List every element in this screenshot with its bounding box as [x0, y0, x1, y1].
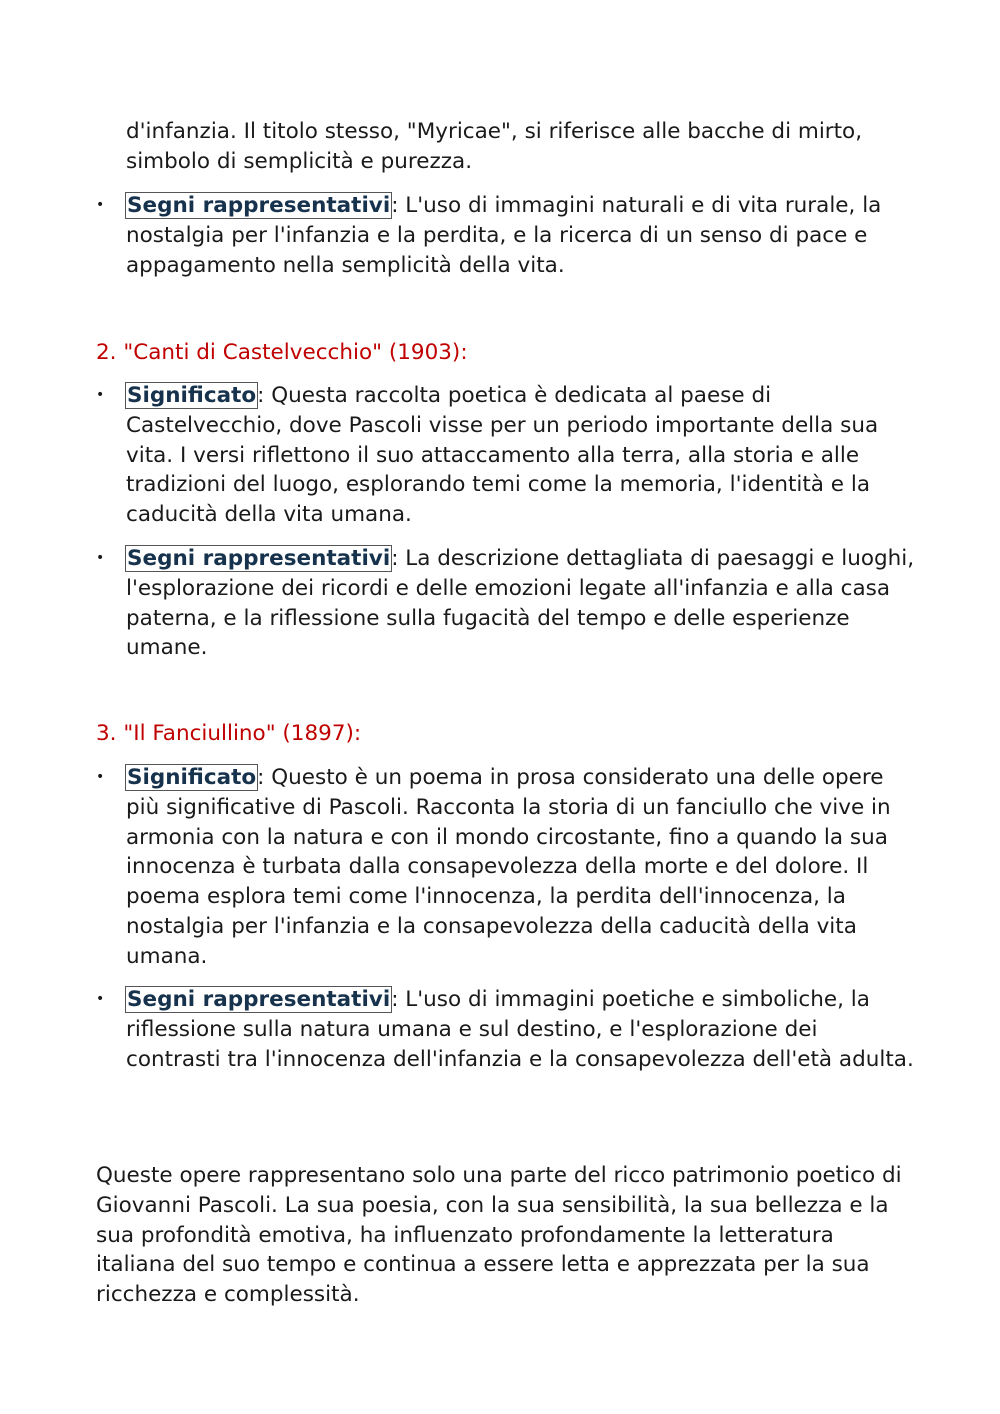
section-heading-fanciullino: 3. "Il Fanciullino" (1897): [96, 721, 362, 746]
intro-continuation-paragraph: d'infanzia. Il titolo stesso, "Myricae", si riferisce alle bacche di mirto, simbolo di semplicità e purezza. [126, 119, 863, 174]
list-item-section1-signs [96, 191, 916, 280]
list-item-text: : Questa raccolta poetica è dedicata al paese di Castelvecchio, dove Pascoli visse per un periodo importante della sua vita. I versi riflettono il suo attaccamento alla terra, alla storia e alle tradizioni del luogo, esplorando temi come la memoria, l'identità e la caducità della vita umana. [126, 383, 879, 528]
term-link[interactable]: Segni rappresentativi [127, 546, 391, 571]
list-item-section3-signs [96, 985, 916, 1074]
bullet-icon: • [96, 769, 105, 785]
bullet-icon: • [96, 991, 105, 1007]
list-item-section2-signs [96, 544, 916, 663]
list-item-text: : L'uso di immagini poetiche e simboliche, la riflessione sulla natura umana e sul destino, e l'esplorazione dei contrasti tra l'innocenza dell'infanzia e la consapevolezza dell'età adulta. [126, 987, 914, 1072]
bullet-icon: • [96, 197, 105, 213]
list-item-section2-meaning [96, 381, 916, 530]
conclusion-paragraph: Queste opere rappresentano solo una parte del ricco patrimonio poetico di Giovanni Pascoli. La sua poesia, con la sua sensibilità, la sua bellezza e la sua profondità emotiva, ha influenzato profondamente la letteratura italiana del suo tempo e continua a essere letta e apprezzata per la sua ricchezza e complessità. [96, 1163, 902, 1308]
list-item-text: : La descrizione dettagliata di paesaggi e luoghi, l'esplorazione dei ricordi e delle emozioni legate all'infanzia e alla casa paterna, e la riflessione sulla fugacità del tempo e delle esperienze umane. [126, 546, 915, 661]
section-heading-canti: 2. "Canti di Castelvecchio" (1903): [96, 340, 468, 365]
bullet-icon: • [96, 550, 105, 566]
term-link[interactable]: Segni rappresentativi [127, 193, 391, 218]
list-item-text: : Questo è un poema in prosa considerato una delle opere più significative di Pascoli. Racconta la storia di un fanciullo che vive in armonia con la natura e con il mondo circostante, fino a quando la sua innocenza è turbata dalla consapevolezza della morte e del dolore. Il poema esplora temi come l'innocenza, la perdita dell'innocenza, la nostalgia per l'infanzia e la consapevolezza della caducità della vita umana. [126, 765, 891, 969]
term-link[interactable]: Segni rappresentativi [127, 987, 391, 1012]
bullet-icon: • [96, 387, 105, 403]
list-item-text: : L'uso di immagini naturali e di vita rurale, la nostalgia per l'infanzia e la perdita, e la ricerca di un senso di pace e appagamento nella semplicità della vita. [126, 193, 882, 278]
term-link[interactable]: Significato [127, 765, 257, 790]
list-item-section3-meaning [96, 763, 916, 972]
term-link[interactable]: Significato [127, 383, 257, 408]
